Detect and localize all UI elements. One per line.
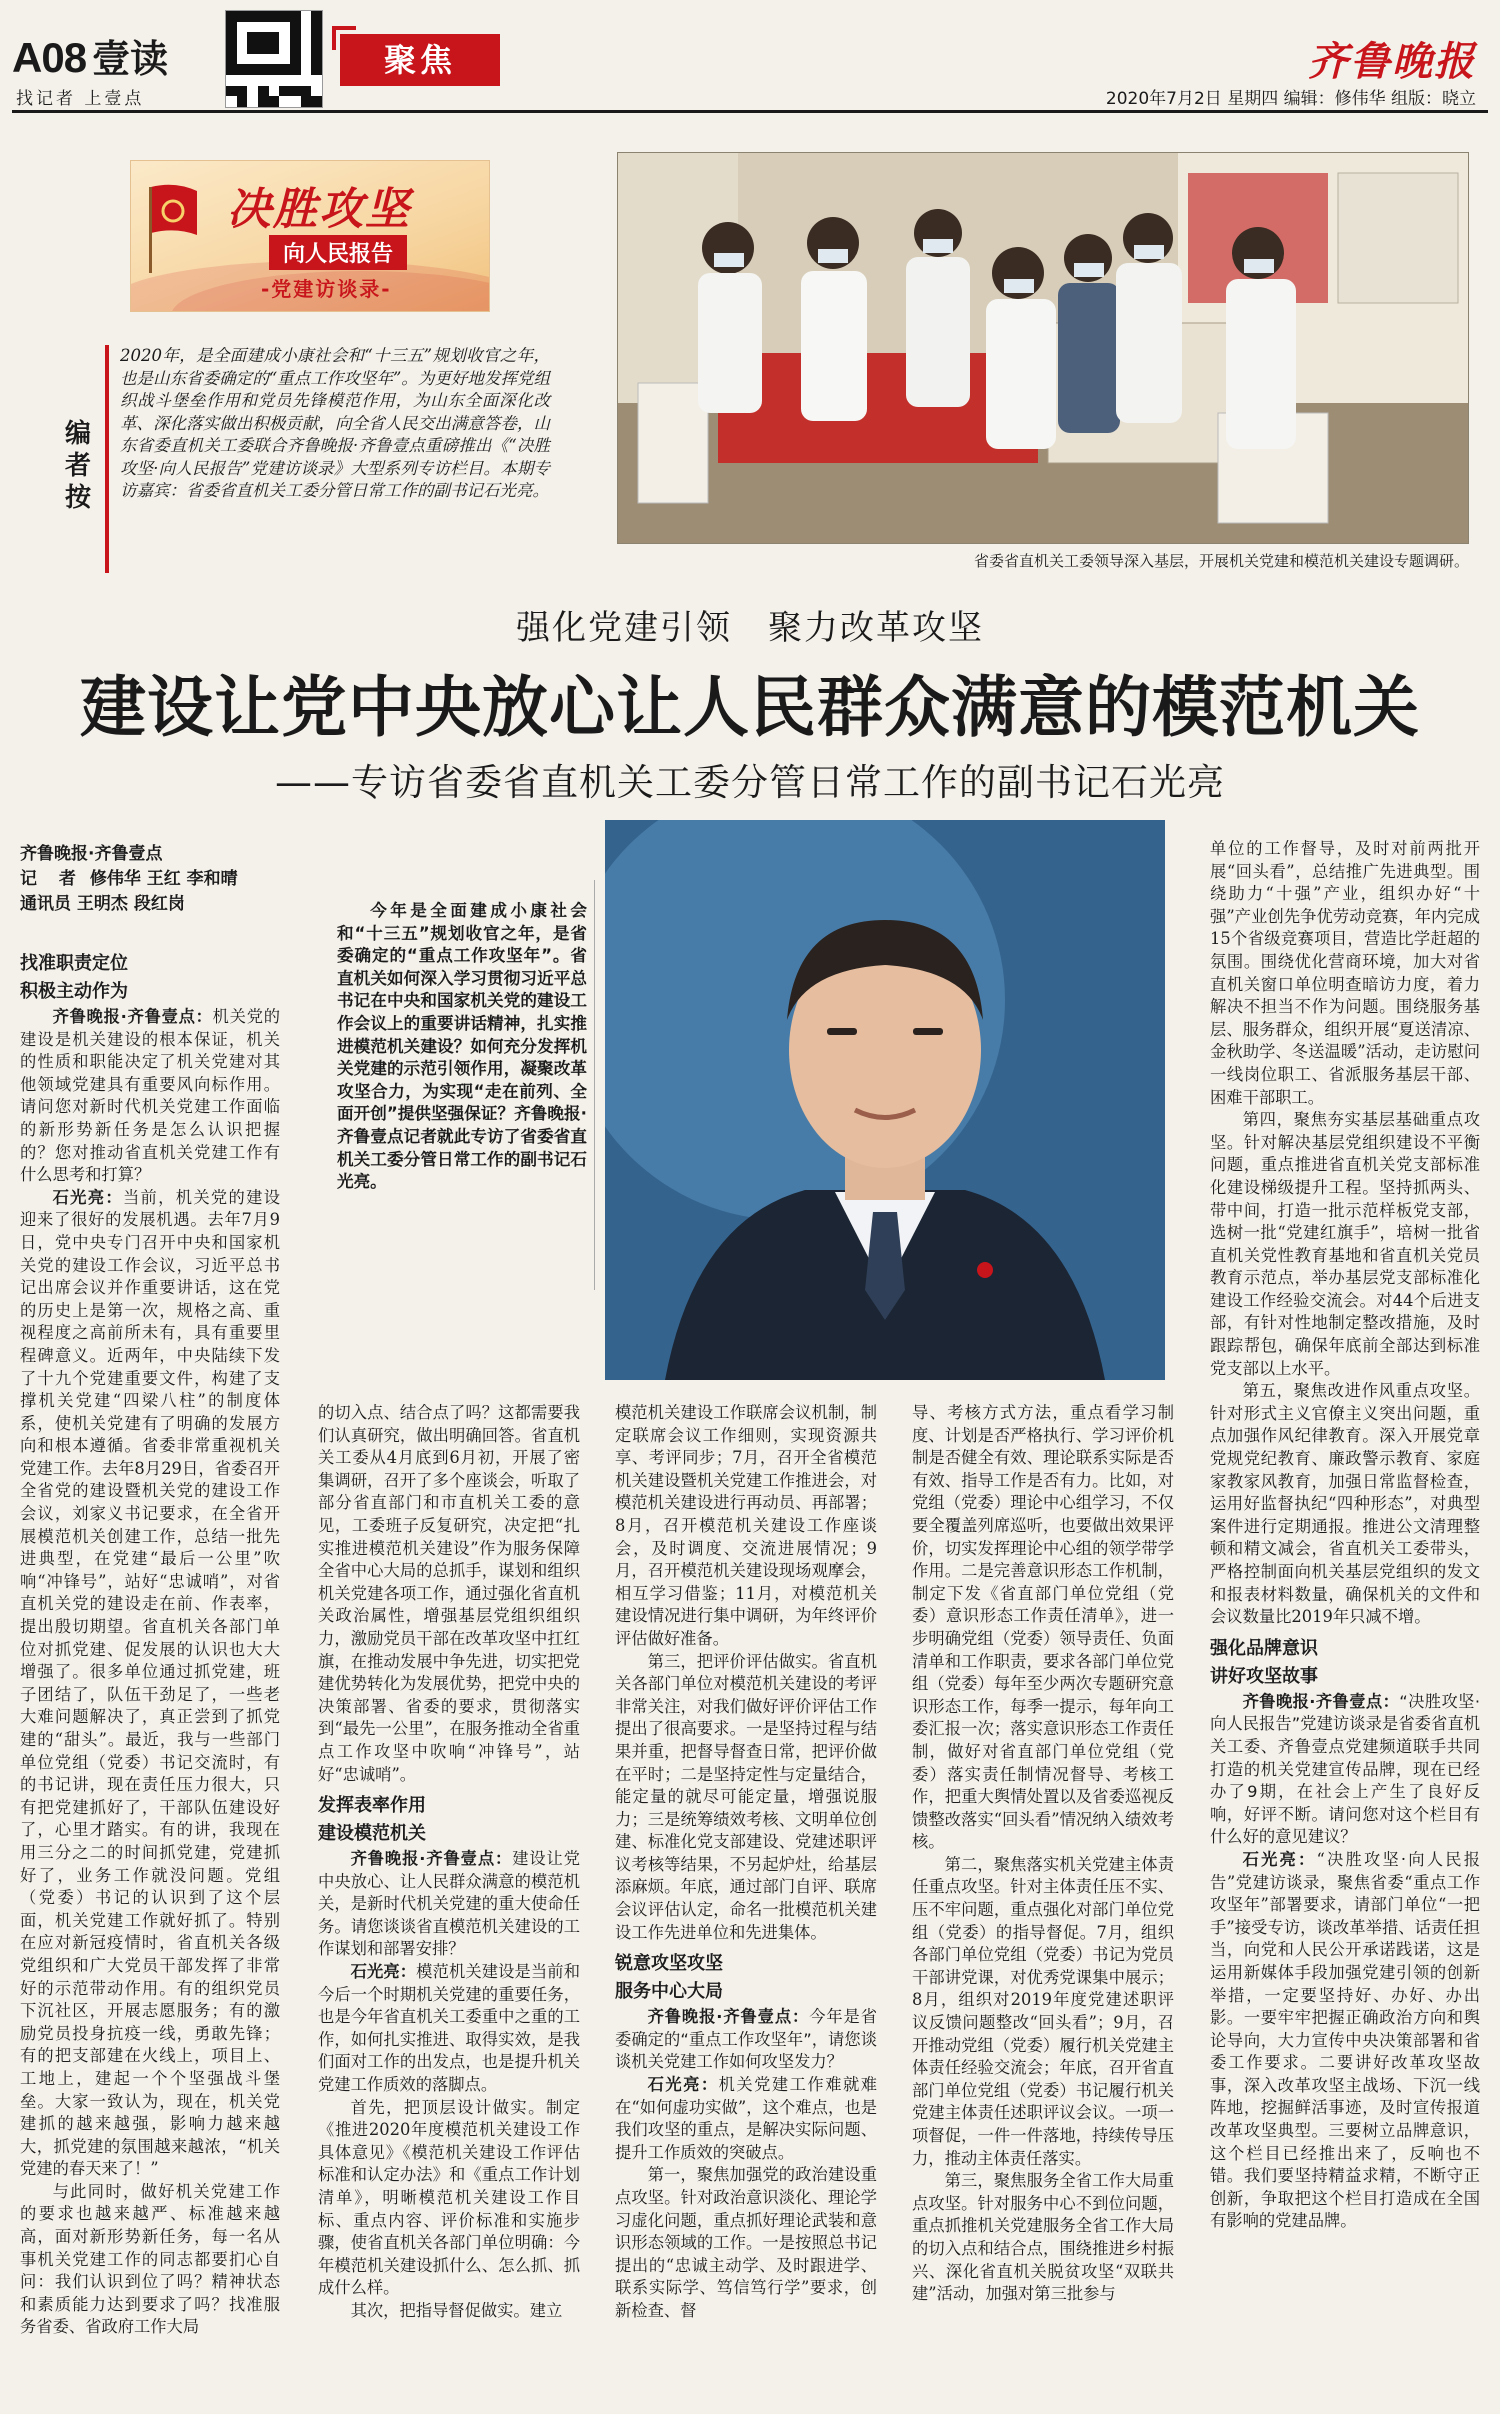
qr-cell <box>258 11 269 22</box>
qr-cell <box>258 54 269 65</box>
body-paragraph: 第四，聚焦夯实基层基础重点攻坚。针对解决基层党组织建设不平衡问题，重点推进省直机关党支部标准化建设梯级提升工程。坚持抓两头、带中间，打造一批示范样板党支部，选树一批“党建红旗手”，培树一批省直机关党性教育基地和省直机关党员教育示范点，举办基层党支部标准化建设工作经验交流会。对44个后进支部，有针对性地制定整改措施，及时跟踪帮包，确保年底前全部达到标准党支部以上水平。 <box>1210 1110 1480 1378</box>
byline-correspondents: 通讯员 王明杰 段红岗 <box>20 894 185 914</box>
body-paragraph: 导、考核方式方法，重点看学习制度、计划是否严格执行、学习评价机制是否健全有效、理论联系实际是否有效、指导工作是否有力。比如，对党组（党委）理论中心组学习，不仅要全覆盖列席巡听，也要做出效果评价，切实发挥理论中心组的领学带学作用。二是完善意识形态工作机制，制定下发《省直部门单位党组（党委）意识形态工作责任清单》，进一步明确党组（党委）领导责任、负面清单和工作职责，要求各部门单位党组（党委）每年至少两次专题研究意识形态工作，每季一提示，每年向工委汇报一次；落实意识形态工作责任制，做好对省直部门单位党组（党委）落实责任制情况督导、考核工作，把重大舆情处置以及省委巡视反馈整改落实“回头看”情况纳入绩效考核。 <box>912 1403 1174 1852</box>
newspaper-logo: 齐鲁晚报 <box>1308 38 1476 85</box>
qr-cell <box>311 32 322 43</box>
qr-cell <box>247 43 258 54</box>
qr-cell <box>290 43 301 54</box>
qr-cell <box>247 96 258 107</box>
lead-paragraph: 今年是全面建成小康社会和“十三五”规划收官之年，是省委确定的“重点工作攻坚年”。省直机关如何深入学习贯彻习近平总书记在中央和国家机关党的建设工作会议上的重要讲话精神，扎实推进模范机关建设？如何充分发挥机关党建的示范引领作用，凝聚改革攻坚合力，为实现“走在前列、全面开创”提供坚强保证？齐鲁晚报·齐鲁壹点记者就此专访了省委省直机关工委分管日常工作的副书记石光亮。 <box>337 901 587 1192</box>
qr-cell <box>311 11 322 22</box>
qr-cell <box>290 11 301 22</box>
qr-cell <box>247 75 258 86</box>
qr-code-icon[interactable] <box>225 10 323 108</box>
page-category: 壹读 <box>92 37 169 81</box>
qr-cell <box>311 96 322 107</box>
qr-cell <box>226 43 237 54</box>
series-banner <box>130 160 490 312</box>
qr-cell <box>247 86 258 97</box>
qr-cell <box>226 64 237 75</box>
qr-cell <box>301 43 312 54</box>
qr-cell <box>311 64 322 75</box>
qr-cell <box>279 22 290 33</box>
section-heading: 讲好攻坚故事 <box>1210 1665 1318 1687</box>
banner-subtitle: 向人民报告 <box>269 235 407 270</box>
qr-cell <box>269 86 280 97</box>
body-paragraph: 第三，聚焦服务全省工作大局重点攻坚。针对服务中心不到位问题，重点抓推机关党建服务全省工作大局的切入点和结合点，围绕推进乡村振兴、深化省直机关脱贫攻坚“双联共建”活动，加强对第三批参与 <box>912 2171 1174 2304</box>
section-tag: 聚焦 <box>340 34 500 86</box>
qr-cell <box>247 54 258 65</box>
qr-cell <box>269 43 280 54</box>
qr-cell <box>237 22 248 33</box>
qr-cell <box>247 11 258 22</box>
body-paragraph: 与此同时，做好机关党建工作的要求也越来越严、标准越来越高，面对新形势新任务，每一名从事机关党建工作的同志都要扪心自问：我们认识到位了吗？精神状态和素质能力达到要求了吗？找准服务省委、省政府工作大局 <box>20 2181 280 2337</box>
qr-cell <box>269 32 280 43</box>
section-heading: 发挥表率作用 <box>318 1795 426 1817</box>
qr-cell <box>269 11 280 22</box>
banner-series: -党建访谈录- <box>261 277 392 301</box>
editor-note-text: 2020年，是全面建成小康社会和“十三五”规划收官之年，也是山东省委确定的“重点工作攻坚年”。为更好地发挥党组织战斗堡垒作用和党员先锋模范作用，为山东全面深化改革、深化落实做出积极贡献，向全省人民交出满意答卷，山东省委直机关工委联合齐鲁晚报·齐鲁壹点重磅推出《“决胜攻坚·向人民报告”党建访谈录》大型系列专访栏目。本期专访嘉宾：省委省直机关工委分管日常工作的副书记石光亮。 <box>120 346 550 500</box>
qr-cell <box>269 64 280 75</box>
byline <box>20 842 310 917</box>
body-paragraph: 第五，聚焦改进作风重点攻坚。针对形式主义官僚主义突出问题，重点加强作风纪律教育。深入开展党章党规党纪教育、廉政警示教育、家庭家教家风教育，加强日常监督检查，运用好监督执纪“四种形态”，对典型案件进行定期通报。推进公文清理整顿和精文减会，省直机关工委带头，严格控制面向机关基层党组织的发文和报表材料数量，确保机关的文件和会议数量比2019年只减不增。 <box>1210 1381 1480 1627</box>
qr-cell <box>258 86 269 97</box>
qr-cell <box>290 96 301 107</box>
question-paragraph: 齐鲁晚报·齐鲁壹点：建设让党中央放心、让人民群众满意的模范机关，是新时代机关党建的重大使命任务。请您谈谈省直模范机关建设的工作谋划和部署安排？ <box>318 1849 580 1959</box>
qr-cell <box>290 22 301 33</box>
header-rule <box>12 110 1488 113</box>
answer-paragraph: 石光亮：当前，机关党的建设迎来了很好的发展机遇。去年7月9日，党中央专门召开中央和国家机关党的建设工作会议，习近平总书记出席会议并作重要讲话，这在党的历史上是第一次，规格之高、重视程度之高前所未有，具有重要里程碑意义。近两年，中央陆续下发了十九个党建重要文件，构建了支撑机关党建“四梁八柱”的制度体系，使机关党建有了明确的发展方向和根本遵循。省委非常重视机关党建工作。去年8月29日，省委召开全省党的建设暨机关党的建设工作会议，刘家义书记要求，在全省开展模范机关创建工作，总结一批先进典型，在党建“最后一公里”吹响“冲锋号”，站好“忠诚哨”，对省直机关党的建设走在前、作表率，提出殷切期望。省直机关各部门单位对抓党建、促发展的认识也大大增强了。很多单位通过抓党建，班子团结了，队伍干劲足了，一些老大难问题解决了，真正尝到了抓党建的“甜头”。最近，我与一些部门单位党组（党委）书记交流时，有的书记讲，现在责任压力很大，只有把党建抓好了，干部队伍建设好了，心里才踏实。有的讲，我现在用三分之二的时间抓党建，党建抓好了，业务工作就没问题。党组（党委）书记的认识到了这个层面，机关党建工作就好抓了。特别在应对新冠疫情时，省直机关各级党组织和广大党员干部发挥了非常好的示范带动作用。有的组织党员下沉社区，开展志愿服务；有的激励党员投身抗疫一线，勇敢先锋；有的把支部建在火线上，项目上、工地上，建起一个个坚强战斗堡垒。大家一致认为，现在，机关党建抓的越来越强，影响力越来越大，抓党建的氛围越来越浓，“机关党建的春天来了！” <box>20 1187 280 2179</box>
qr-cell <box>311 75 322 86</box>
qr-cell <box>279 86 290 97</box>
qr-cell <box>279 54 290 65</box>
qr-cell <box>279 11 290 22</box>
party-flag-icon <box>145 183 203 275</box>
qr-cell <box>301 64 312 75</box>
qr-cell <box>247 32 258 43</box>
sub-headline: ——专访省委省直机关工委分管日常工作的副书记石光亮 <box>275 761 1225 804</box>
qr-cell <box>301 96 312 107</box>
answer-paragraph: 石光亮：模范机关建设是当前和今后一个时期机关党建的重要任务，也是今年省直机关工委重中之重的工作，如何扎实推进、取得实效，是我们面对工作的出发点，也是提升机关党建工作质效的落脚点。 <box>318 1962 580 2095</box>
qr-cell <box>258 64 269 75</box>
editor-note-bar <box>105 345 109 573</box>
qr-cell <box>269 75 280 86</box>
qr-cell <box>290 64 301 75</box>
page-number: A08 壹读 <box>12 34 169 81</box>
qr-cell <box>311 86 322 97</box>
question-paragraph: 齐鲁晚报·齐鲁壹点：机关党的建设是机关建设的根本保证，机关的性质和职能决定了机关党建对其他领域党建具有重要风向标作用。请问您对新时代机关党建工作面临的新形势新任务是怎么认识把握的？您对推动省直机关党建工作有什么思考和打算？ <box>20 1007 280 1185</box>
photo-caption: 省委省直机关工委领导深入基层，开展机关党建和模范机关建设专题调研。 <box>973 552 1469 570</box>
qr-cell <box>279 43 290 54</box>
qr-cell <box>269 22 280 33</box>
qr-cell <box>237 64 248 75</box>
qr-cell <box>258 32 269 43</box>
qr-cell <box>301 11 312 22</box>
section-heading: 服务中心大局 <box>615 1981 723 2003</box>
qr-cell <box>237 86 248 97</box>
body-paragraph: 模范机关建设工作联席会议机制，制定联席会议工作细则，实现资源共享、考评同步；7月，召开全省模范机关建设暨机关党建工作推进会，对模范机关建设进行再动员、再部署；8月，召开模范机关建设工作座谈会，及时调度、交流进展情况；9月，召开模范机关建设现场观摩会，相互学习借鉴；11月，对模范机关建设情况进行集中调研，为年终评价评估做好准备。 <box>615 1403 877 1648</box>
section-heading: 积极主动作为 <box>20 981 128 1002</box>
qr-cell <box>301 75 312 86</box>
qr-cell <box>226 96 237 107</box>
qr-cell <box>269 96 280 107</box>
qr-cell <box>279 32 290 43</box>
article-column-1 <box>20 944 280 2410</box>
qr-cell <box>279 64 290 75</box>
editor-note-label: 编者按 <box>64 419 91 513</box>
qr-cell <box>258 22 269 33</box>
section-heading: 找准职责定位 <box>20 953 128 974</box>
qr-cell <box>258 96 269 107</box>
interviewee-portrait[interactable] <box>605 820 1165 1380</box>
question-paragraph: 齐鲁晚报·齐鲁壹点：今年是省委确定的“重点工作攻坚年”，请您谈谈机关党建工作如何攻坚发力？ <box>615 2007 877 2072</box>
inspection-photo[interactable] <box>617 152 1469 544</box>
qr-cell <box>226 54 237 65</box>
qr-cell <box>237 43 248 54</box>
dateline: 2020年7月2日 星期四 编辑：修伟华 组版：晓立 <box>1105 89 1476 109</box>
body-paragraph: 第三，把评价评估做实。省直机关各部门单位对模范机关建设的考评非常关注，对我们做好评价评估工作提出了很高要求。一是坚持过程与结果并重，把督导督查日常，把评价做在平时；二是坚持定性与定量结合，能定量的就尽可能定量，增强说服力；三是统筹绩效考核、文明单位创建、标准化党支部建设、党建述职评议考核等结果，不另起炉灶，给基层添麻烦。年底，通过部门自评、联席会议评估认定，命名一批模范机关建设工作先进单位和先进集体。 <box>615 1651 877 1942</box>
qr-cell <box>301 22 312 33</box>
qr-cell <box>226 75 237 86</box>
answer-paragraph: 石光亮：“决胜攻坚·向人民报告”党建访谈录，聚焦省委“重点工作攻坚年”部署要求，请部门单位“一把手”接受专访，谈改革举措、话责任担当，向党和人民公开承诺践诺，这是运用新媒体手段加强党建引领的创新举措，一定要坚持好、办好、办出影。一要牢牢把握正确政治方向和舆论导向，大力宣传中央决策部署和省委工作要求。二要讲好改革攻坚故事，深入改革攻坚主战场、下沉一线阵地，挖掘鲜活事迹，及时宣传报道改革攻坚典型。三要树立品牌意识，这个栏目已经推出来了，反响也不错。我们要坚持精益求精，不断守正创新，争取把这个栏目打造成在全国有影响的党建品牌。 <box>1210 1849 1480 2231</box>
answer-paragraph: 石光亮：机关党建工作难就难在“如何虚功实做”，这个难点，也是我们攻坚的重点，是解决实际问题、提升工作质效的突破点。 <box>615 2075 877 2162</box>
section-heading: 建设模范机关 <box>318 1823 426 1845</box>
tagline: 找记者 上壹点 <box>16 89 145 109</box>
question-paragraph: 齐鲁晚报·齐鲁壹点：“决胜攻坚·向人民报告”党建访谈录是省委省直机关工委、齐鲁壹点党建频道联手共同打造的机关党建宣传品牌，现在已经办了9期，在社会上产生了良好反响，好评不断。请问您对这个栏目有什么好的意见建议？ <box>1210 1691 1480 1847</box>
body-paragraph: 的切入点、结合点了吗？这都需要我们认真研究，做出明确回答。省直机关工委从4月底到6月初，开展了密集调研，召开了多个座谈会，听取了部分省直部门和市直机关工委的意见，工委班子反复研究，决定把“扎实推进模范机关建设”作为服务保障全省中心大局的总抓手，谋划和组织机关党建各项工作，通过强化省直机关政治属性，增强基层党组织组织力，激励党员干部在改革攻坚中扛红旗，在推动发展中争先进，切实把党建优势转化为发展优势，把党中央的决策部署、省委的要求，贯彻落实到“最先一公里”，在服务推动全省重点工作攻坚中吹响“冲锋号”，站好“忠诚哨”。 <box>318 1403 580 1784</box>
qr-cell <box>311 43 322 54</box>
banner-title: 决胜攻坚 <box>227 184 411 235</box>
section-heading: 锐意攻坚攻坚 <box>615 1953 723 1975</box>
qr-cell <box>237 11 248 22</box>
qr-cell <box>237 32 248 43</box>
qr-cell <box>311 22 322 33</box>
qr-cell <box>290 75 301 86</box>
portrait-illustration <box>605 820 1165 1380</box>
article-column-3 <box>615 1402 877 2410</box>
headline-kicker: 强化党建引领 聚力改革攻坚 <box>516 608 984 648</box>
qr-cell <box>237 54 248 65</box>
byline-outlet: 齐鲁晚报·齐鲁壹点 <box>20 844 163 864</box>
section-heading: 强化品牌意识 <box>1210 1637 1318 1659</box>
article-column-2 <box>318 1402 580 2410</box>
qr-cell <box>226 32 237 43</box>
qr-cell <box>279 75 290 86</box>
qr-cell <box>290 32 301 43</box>
qr-cell <box>258 75 269 86</box>
qr-cell <box>290 86 301 97</box>
qr-cell <box>247 64 258 75</box>
body-paragraph: 单位的工作督导，及时对前两批开展“回头看”，总结推广先进典型。围绕助力“十强”产业，组织办好“十强”产业创先争优劳动竞赛，年内完成15个省级竞赛项目，营造比学赶超的氛围。围绕优化营商环境，加大对省直机关窗口单位明查暗访力度，着力解决不担当不作为问题。围绕服务基层、服务群众，组织开展“夏送清凉、金秋助学、冬送温暖”活动，走访慰问一线岗位职工、省派服务基层干部、困难干部职工。 <box>1210 839 1480 1107</box>
qr-cell <box>226 22 237 33</box>
body-paragraph: 第二，聚焦落实机关党建主体责任重点攻坚。针对主体责任压不实、压不牢问题，重点强化对部门单位党组（党委）的指导督促。7月，组织各部门单位党组（党委）书记为党员干部讲党课，对优秀党课集中展示；8月，组织对2019年度党建述职评议反馈问题整改“回头看”；9月，召开推动党组（党委）履行机关党建主体责任经验交流会；年底，召开省直部门单位党组（党委）书记履行机关党建主体责任述职评议会议。一项一项督促，一件一件落地，持续传导压力，推动主体责任落实。 <box>912 1854 1174 2168</box>
qr-cell <box>258 43 269 54</box>
qr-cell <box>237 75 248 86</box>
qr-cell <box>311 54 322 65</box>
qr-cell <box>279 96 290 107</box>
qr-cell <box>247 22 258 33</box>
body-paragraph: 第一，聚焦加强党的政治建设重点攻坚。针对政治意识淡化、理论学习虚化问题，重点抓好理论武装和意识形态领域的工作。一是按照总书记提出的“忠诚主动学、及时跟进学、联系实际学、笃信笃行学”要求，创新检查、督 <box>615 2165 877 2320</box>
qr-cell <box>290 54 301 65</box>
photo-illustration <box>618 153 1469 544</box>
article-column-4 <box>912 1402 1174 2410</box>
main-headline[interactable]: 建设让党中央放心让人民群众满意的模范机关 <box>80 669 1420 746</box>
body-paragraph: 其次，把指导督促做实。建立 <box>350 2300 563 2320</box>
qr-cell <box>237 96 248 107</box>
body-paragraph: 首先，把顶层设计做实。制定《推进2020年度模范机关建设工作具体意见》《模范机关建设工作评估标准和认定办法》和《重点工作计划清单》，明晰模范机关建设工作目标、重点内容、评价标准和实施步骤，使省直机关各部门单位明确：今年模范机关建设抓什么、怎么抓、抓成什么样。 <box>318 2097 580 2298</box>
qr-cell <box>301 54 312 65</box>
qr-cell <box>226 11 237 22</box>
qr-cell <box>226 86 237 97</box>
qr-cell <box>269 54 280 65</box>
article-column-5 <box>1210 838 1480 2410</box>
qr-cell <box>301 86 312 97</box>
qr-cell <box>301 32 312 43</box>
byline-reporters: 记 者 修伟华 王红 李和晴 <box>20 869 238 889</box>
